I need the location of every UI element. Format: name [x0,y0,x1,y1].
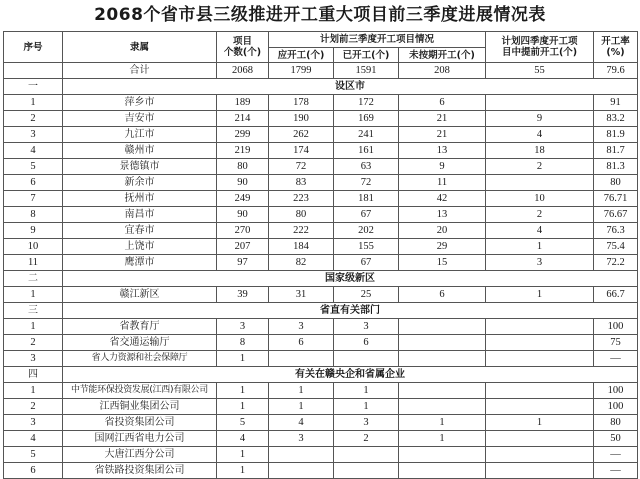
row-rate: — [594,351,638,367]
row-should: 3 [269,431,334,447]
row-should: 3 [269,319,334,335]
row-name: 省铁路投资集团公司 [63,463,217,479]
table-row [4,159,638,175]
row-seq: 6 [4,463,63,479]
row-seq: 4 [4,143,63,159]
row-name: 省教育厅 [63,319,217,335]
row-seq: 3 [4,127,63,143]
total-label: 合计 [63,63,217,79]
header-q4-early [486,32,594,63]
row-started: 1 [334,383,399,399]
row-count: 1 [217,383,269,399]
row-should: 262 [269,127,334,143]
section-title: 省直有关部门 [63,303,638,319]
row-rate: 100 [594,319,638,335]
table-row [4,399,638,415]
table-row [4,127,638,143]
row-early [486,95,594,111]
row-should: 4 [269,415,334,431]
row-started: 67 [334,207,399,223]
row-rate: 100 [594,383,638,399]
row-count: 4 [217,431,269,447]
row-count: 299 [217,127,269,143]
row-rate: 75 [594,335,638,351]
header-rate-line1: 开工率 [601,36,630,47]
header-rate-line2: (%) [606,47,625,58]
total-not-on-time: 208 [399,63,486,79]
row-count: 5 [217,415,269,431]
row-seq: 8 [4,207,63,223]
row-early: 18 [486,143,594,159]
total-seq [4,63,63,79]
row-early: 1 [486,415,594,431]
header-affiliation: 隶属 [63,32,217,63]
row-not-on-time: 6 [399,287,486,303]
row-not-on-time [399,383,486,399]
row-seq: 7 [4,191,63,207]
total-early: 55 [486,63,594,79]
row-name: 大唐江西分公司 [63,447,217,463]
row-name: 吉安市 [63,111,217,127]
section-header-row [4,271,638,287]
section-title: 有关在赣央企和省属企业 [63,367,638,383]
row-name: 中节能环保投资发展(江西)有限公司 [63,383,217,399]
row-name: 鹰潭市 [63,255,217,271]
row-count: 3 [217,319,269,335]
table-row [4,175,638,191]
header-project-count-line2: 个数(个) [223,47,262,58]
table-row [4,207,638,223]
row-name: 九江市 [63,127,217,143]
row-early [486,447,594,463]
header-project-count [217,32,269,63]
row-should: 178 [269,95,334,111]
row-rate: 76.67 [594,207,638,223]
row-started [334,463,399,479]
row-started: 67 [334,255,399,271]
row-not-on-time [399,335,486,351]
row-count: 1 [217,351,269,367]
row-rate: 80 [594,175,638,191]
row-should: 1 [269,399,334,415]
row-should [269,447,334,463]
row-rate: 76.71 [594,191,638,207]
row-seq: 4 [4,431,63,447]
row-count: 1 [217,399,269,415]
row-count: 39 [217,287,269,303]
table-row [4,239,638,255]
row-early: 1 [486,239,594,255]
row-not-on-time: 21 [399,127,486,143]
row-rate: 66.7 [594,287,638,303]
header-seq: 序号 [4,32,63,63]
row-seq: 5 [4,159,63,175]
header-q4-early-line2: 目中提前开工(个) [501,47,578,58]
row-not-on-time [399,319,486,335]
row-early [486,399,594,415]
row-should: 222 [269,223,334,239]
row-early [486,335,594,351]
row-should: 6 [269,335,334,351]
total-count: 2068 [217,63,269,79]
table-row [4,143,638,159]
header-rate [594,32,638,63]
row-should: 174 [269,143,334,159]
row-started: 241 [334,127,399,143]
row-early: 1 [486,287,594,303]
header-row-top [4,32,638,48]
row-should: 82 [269,255,334,271]
total-row [4,63,638,79]
row-not-on-time: 9 [399,159,486,175]
row-rate: — [594,447,638,463]
row-count: 249 [217,191,269,207]
row-not-on-time: 11 [399,175,486,191]
row-rate: 75.4 [594,239,638,255]
table-row [4,415,638,431]
row-started: 3 [334,319,399,335]
row-count: 90 [217,175,269,191]
row-seq: 1 [4,383,63,399]
row-count: 189 [217,95,269,111]
table-row [4,431,638,447]
row-not-on-time: 42 [399,191,486,207]
row-started: 169 [334,111,399,127]
row-rate: 81.7 [594,143,638,159]
total-should: 1799 [269,63,334,79]
row-name: 南昌市 [63,207,217,223]
row-count: 8 [217,335,269,351]
row-name: 省人力资源和社会保障厅 [63,351,217,367]
row-name: 赣州市 [63,143,217,159]
table-row [4,447,638,463]
total-rate: 79.6 [594,63,638,79]
section-title: 国家级新区 [63,271,638,287]
row-seq: 6 [4,175,63,191]
row-not-on-time: 21 [399,111,486,127]
row-not-on-time [399,351,486,367]
header-should-start: 应开工(个) [269,48,334,63]
row-name: 新余市 [63,175,217,191]
row-seq: 3 [4,351,63,367]
row-started: 25 [334,287,399,303]
row-rate: 76.3 [594,223,638,239]
row-early: 2 [486,159,594,175]
row-early: 4 [486,127,594,143]
row-rate: — [594,463,638,479]
progress-table [3,31,638,479]
row-name: 上饶市 [63,239,217,255]
row-count: 207 [217,239,269,255]
section-number: 四 [4,367,63,383]
row-not-on-time: 1 [399,431,486,447]
row-name: 省投资集团公司 [63,415,217,431]
row-seq: 3 [4,415,63,431]
table-row [4,335,638,351]
row-seq: 1 [4,95,63,111]
row-should [269,351,334,367]
row-name: 赣江新区 [63,287,217,303]
row-name: 景德镇市 [63,159,217,175]
row-not-on-time [399,447,486,463]
row-count: 214 [217,111,269,127]
row-seq: 5 [4,447,63,463]
row-rate: 83.2 [594,111,638,127]
row-rate: 100 [594,399,638,415]
table-row [4,223,638,239]
row-should: 1 [269,383,334,399]
section-header-row [4,303,638,319]
row-rate: 81.3 [594,159,638,175]
row-started: 3 [334,415,399,431]
row-not-on-time: 13 [399,143,486,159]
row-early: 9 [486,111,594,127]
row-not-on-time: 6 [399,95,486,111]
row-started: 181 [334,191,399,207]
table-row [4,191,638,207]
row-should: 184 [269,239,334,255]
section-number: 二 [4,271,63,287]
row-not-on-time: 15 [399,255,486,271]
row-started: 155 [334,239,399,255]
row-early [486,319,594,335]
table-row [4,287,638,303]
table-row [4,255,638,271]
row-should: 190 [269,111,334,127]
row-started: 1 [334,399,399,415]
row-early: 10 [486,191,594,207]
row-early: 4 [486,223,594,239]
row-rate: 91 [594,95,638,111]
row-rate: 81.9 [594,127,638,143]
table-row [4,319,638,335]
header-project-count-line1: 项目 [232,36,252,47]
row-rate: 72.2 [594,255,638,271]
row-count: 1 [217,447,269,463]
header-not-on-schedule: 未按期开工(个) [399,48,486,63]
section-number: 一 [4,79,63,95]
row-seq: 2 [4,335,63,351]
row-not-on-time: 13 [399,207,486,223]
row-count: 80 [217,159,269,175]
row-name: 国网江西省电力公司 [63,431,217,447]
row-started: 2 [334,431,399,447]
header-q4-early-line1: 计划四季度开工项 [501,36,578,47]
row-started: 6 [334,335,399,351]
row-seq: 1 [4,287,63,303]
row-name: 抚州市 [63,191,217,207]
row-early [486,463,594,479]
section-number: 三 [4,303,63,319]
table-row [4,463,638,479]
row-started: 72 [334,175,399,191]
row-should: 223 [269,191,334,207]
row-count: 1 [217,463,269,479]
row-name: 宜春市 [63,223,217,239]
row-seq: 2 [4,111,63,127]
header-plan-q3-group: 计划前三季度开工项目情况 [269,32,486,48]
row-not-on-time [399,399,486,415]
table-row [4,351,638,367]
row-seq: 10 [4,239,63,255]
row-started: 172 [334,95,399,111]
header-started: 已开工(个) [334,48,399,63]
row-started: 63 [334,159,399,175]
row-seq: 1 [4,319,63,335]
row-rate: 50 [594,431,638,447]
row-started: 202 [334,223,399,239]
row-seq: 2 [4,399,63,415]
row-name: 省交通运输厅 [63,335,217,351]
row-should: 83 [269,175,334,191]
row-should: 80 [269,207,334,223]
row-early [486,383,594,399]
row-early [486,175,594,191]
page-title: 2068个省市县三级推进开工重大项目前三季度进展情况表 [94,5,546,25]
row-should: 72 [269,159,334,175]
row-name: 江西铜业集团公司 [63,399,217,415]
row-seq: 9 [4,223,63,239]
row-count: 219 [217,143,269,159]
row-not-on-time [399,463,486,479]
row-started [334,447,399,463]
row-count: 270 [217,223,269,239]
row-not-on-time: 20 [399,223,486,239]
row-started: 161 [334,143,399,159]
section-header-row [4,367,638,383]
row-not-on-time: 1 [399,415,486,431]
row-early: 3 [486,255,594,271]
row-seq: 11 [4,255,63,271]
row-should: 31 [269,287,334,303]
table-row [4,383,638,399]
table-row [4,95,638,111]
row-count: 90 [217,207,269,223]
row-count: 97 [217,255,269,271]
row-name: 萍乡市 [63,95,217,111]
total-started: 1591 [334,63,399,79]
row-should [269,463,334,479]
table-row [4,111,638,127]
row-rate: 80 [594,415,638,431]
section-title: 设区市 [63,79,638,95]
row-not-on-time: 29 [399,239,486,255]
row-early [486,431,594,447]
section-header-row [4,79,638,95]
row-started [334,351,399,367]
row-early: 2 [486,207,594,223]
row-early [486,351,594,367]
